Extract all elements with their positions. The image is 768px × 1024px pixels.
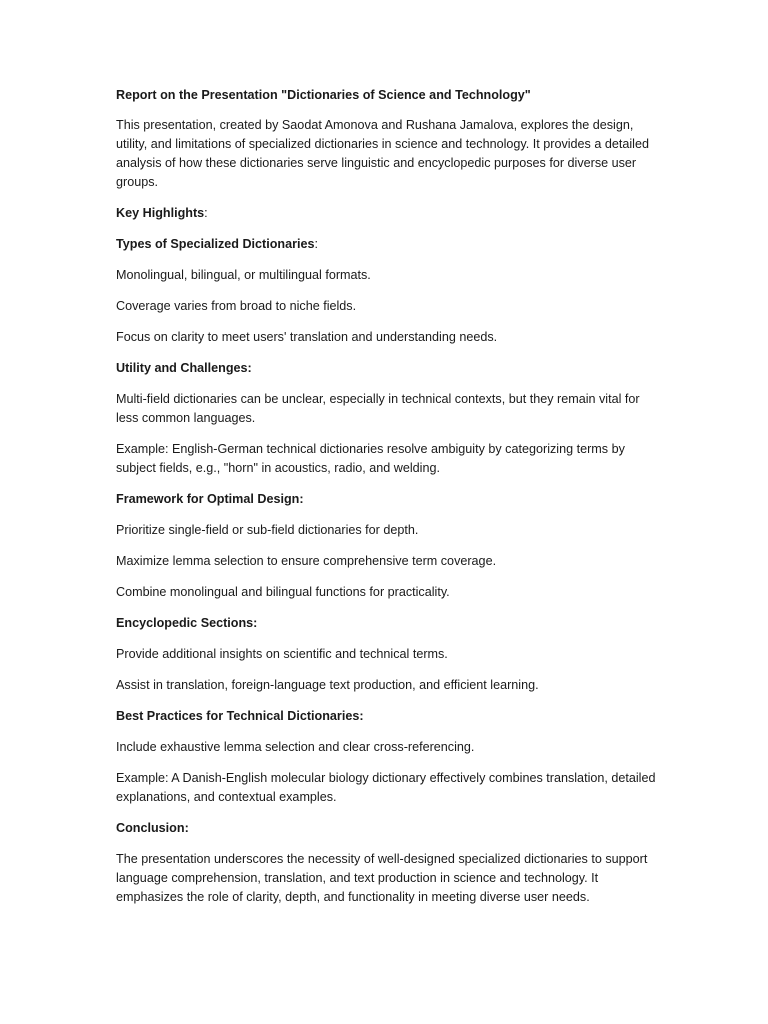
document-title: Report on the Presentation "Dictionaries of Science and Technology"	[116, 88, 531, 102]
key-highlights-label: Key Highlights	[116, 206, 205, 220]
types-item-2: Coverage varies from broad to niche fields.	[116, 299, 357, 313]
intro-paragraph: This presentation, created by Saodat Amonova and Rushana Jamalova, explores the design, utility, and limitations of specialized dictionaries in science and technology. It provides a detailed analysis of how these dictionaries serve linguistic and encyclopedic purposes for diverse user groups.	[116, 118, 649, 189]
utility-item-2: Example: English-German technical dictionaries resolve ambiguity by categorizing terms by subject fields, e.g., "horn" in acoustics, radio, and welding.	[116, 442, 625, 475]
types-item-1: Monolingual, bilingual, or multilingual formats.	[116, 268, 371, 282]
framework-item-3: Combine monolingual and bilingual functions for practicality.	[116, 585, 450, 599]
framework-heading: Framework for Optimal Design:	[116, 492, 304, 506]
types-heading-colon: :	[314, 237, 319, 251]
encyclopedic-heading: Encyclopedic Sections:	[116, 616, 258, 630]
best-practices-item-2: Example: A Danish-English molecular biology dictionary effectively combines translation, detailed explanations, and contextual examples.	[116, 771, 656, 804]
types-heading-label: Types of Specialized Dictionaries	[116, 237, 315, 251]
best-practices-item-1: Include exhaustive lemma selection and clear cross-referencing.	[116, 740, 475, 754]
encyclopedic-item-1: Provide additional insights on scientific and technical terms.	[116, 647, 448, 661]
best-practices-heading: Best Practices for Technical Dictionaries:	[116, 709, 364, 723]
framework-item-2: Maximize lemma selection to ensure comprehensive term coverage.	[116, 554, 497, 568]
conclusion-heading: Conclusion:	[116, 821, 189, 835]
utility-item-1: Multi-field dictionaries can be unclear, especially in technical contexts, but they remain vital for less common languages.	[116, 392, 640, 425]
conclusion-paragraph: The presentation underscores the necessity of well-designed specialized dictionaries to support language comprehension, translation, and text production in science and technology. It emphasizes the role of clarity, depth, and functionality in meeting diverse user needs.	[116, 852, 648, 904]
framework-item-1: Prioritize single-field or sub-field dictionaries for depth.	[116, 523, 419, 537]
key-highlights-heading	[116, 204, 656, 223]
utility-heading: Utility and Challenges:	[116, 361, 252, 375]
types-item-3: Focus on clarity to meet users' translation and understanding needs.	[116, 330, 498, 344]
encyclopedic-item-2: Assist in translation, foreign-language text production, and efficient learning.	[116, 678, 539, 692]
types-heading	[116, 235, 656, 254]
key-highlights-colon: :	[204, 206, 208, 220]
document-page	[116, 86, 656, 919]
